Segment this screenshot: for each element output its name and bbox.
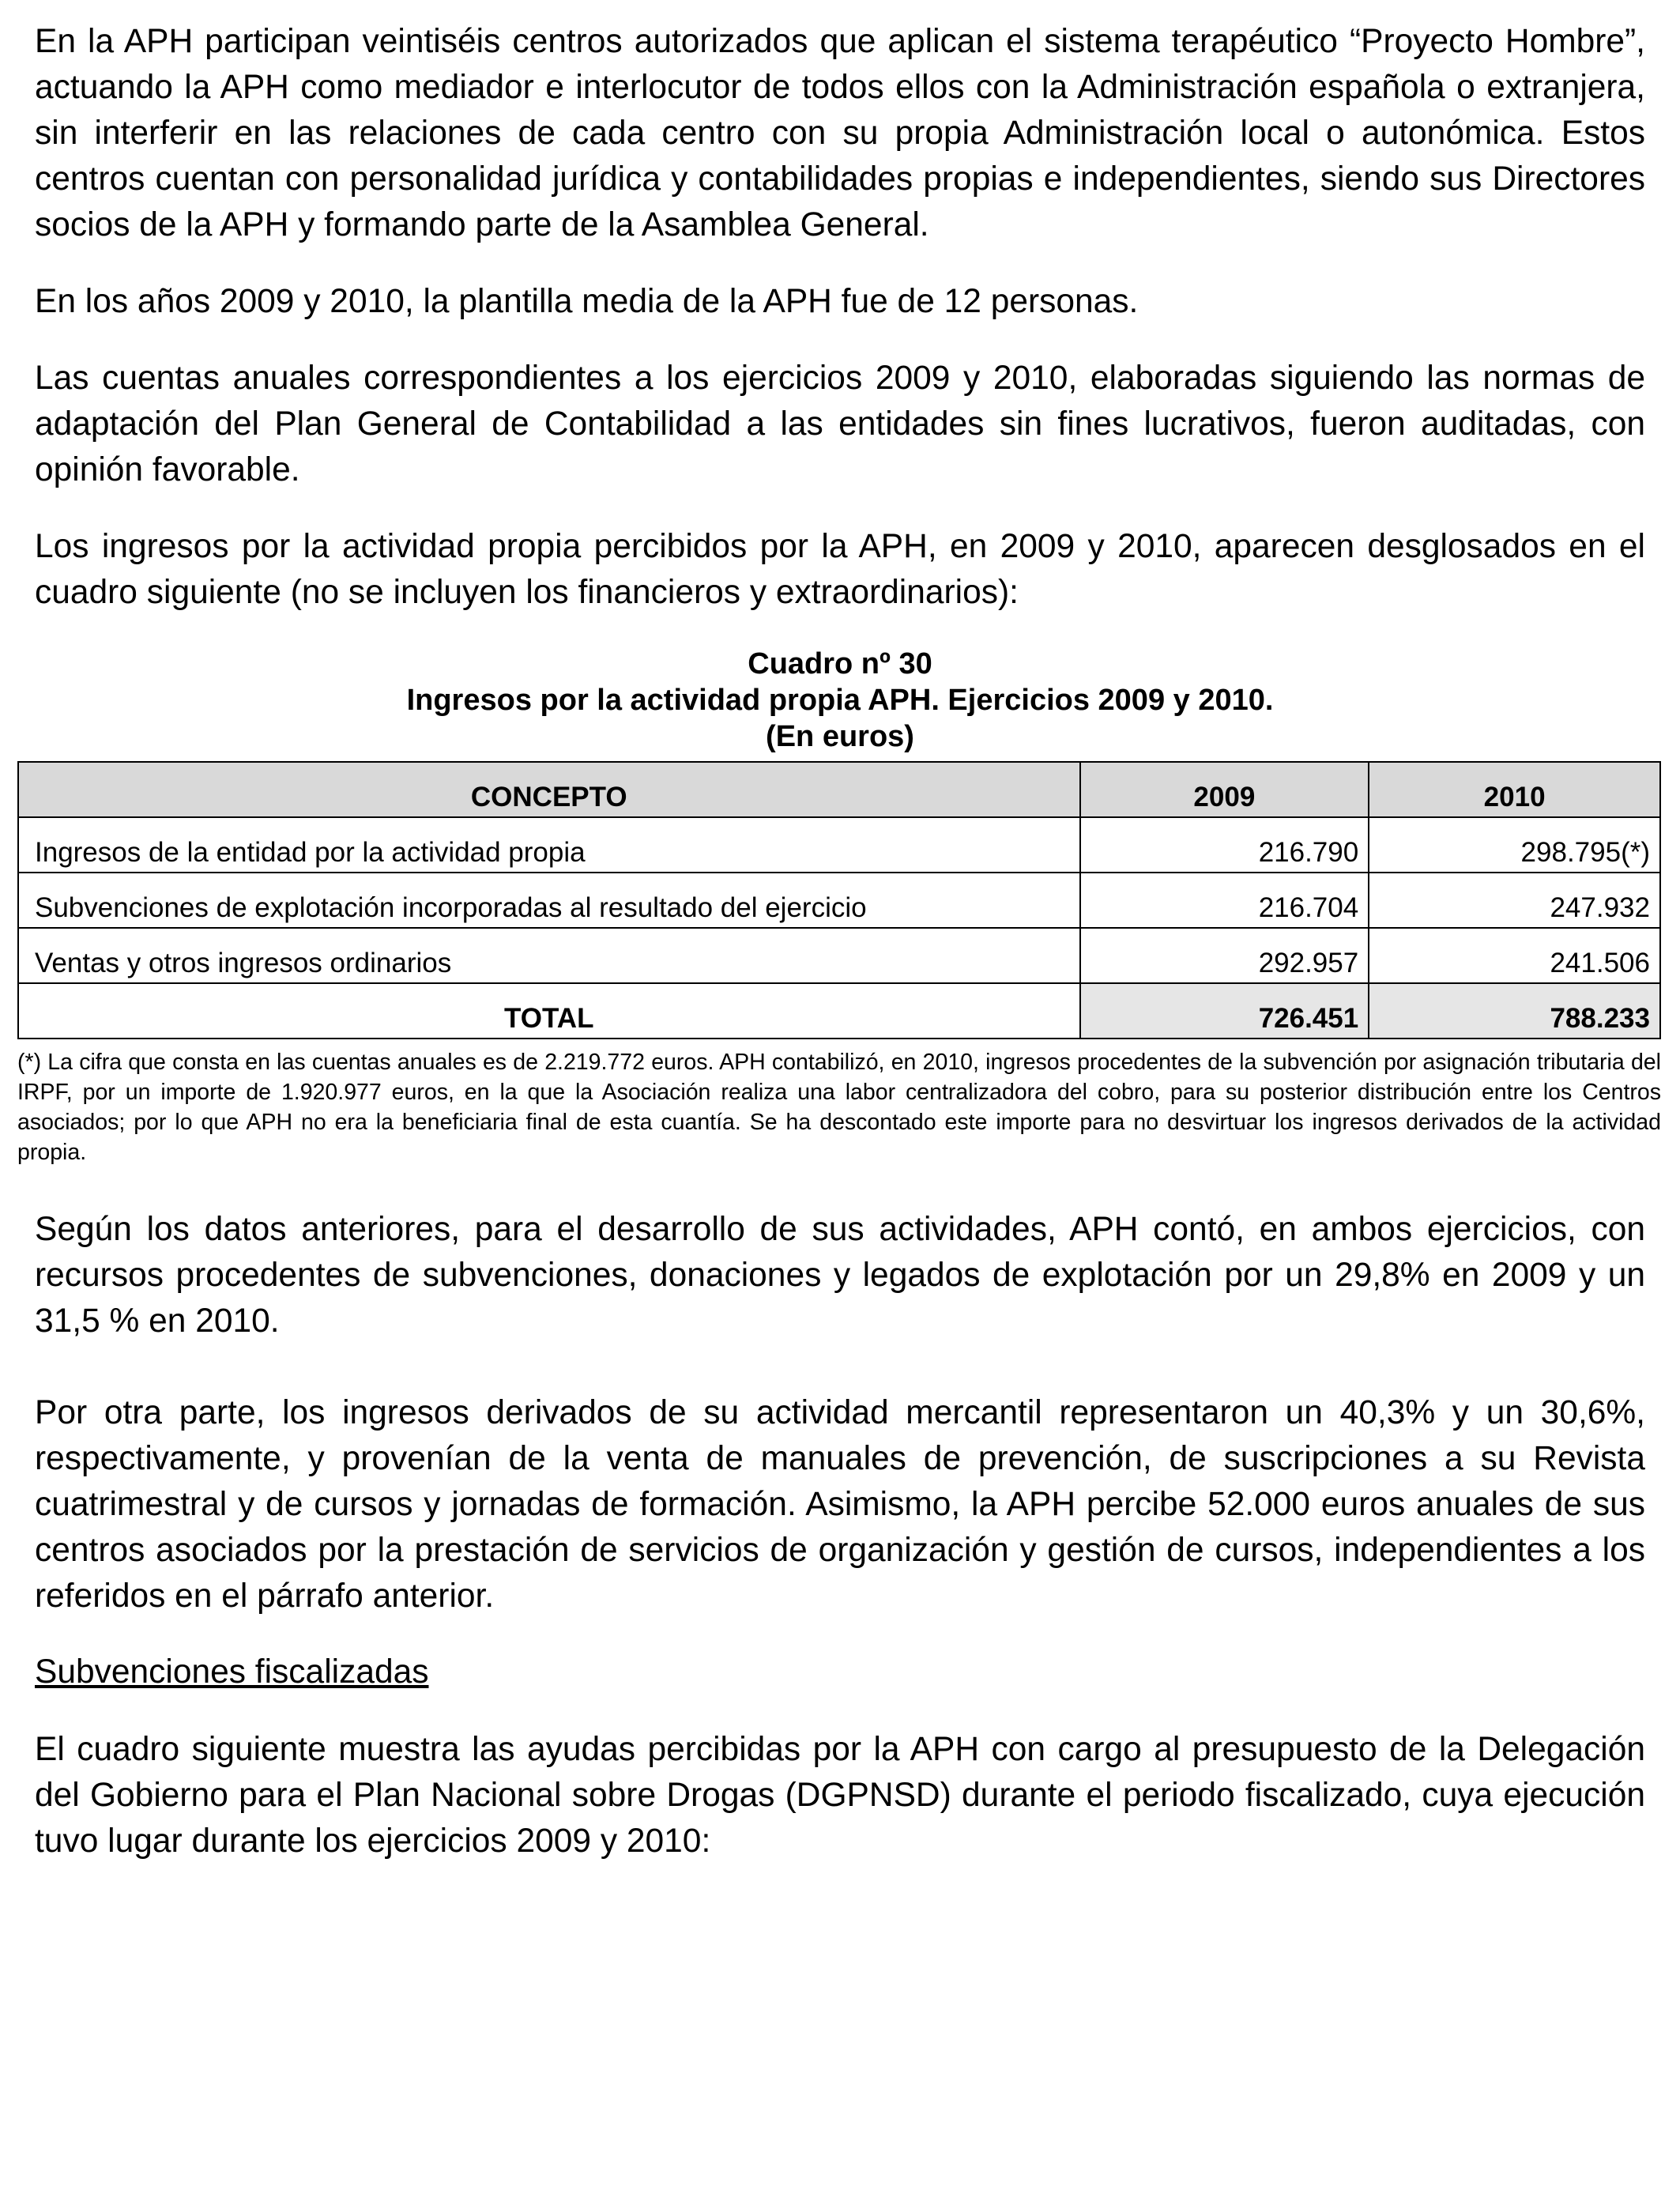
row-value-2010: 241.506 — [1369, 928, 1660, 983]
paragraph-recursos-subvenciones: Según los datos anteriores, para el desarrollo de sus actividades, APH contó, en ambos ejercicios, con recursos procedentes de subvenciones, donaciones y legados de explotación por un 29,8% en 2009 y un 31,5 % en 2010. — [35, 1211, 1645, 1340]
total-2009: 726.451 — [1080, 983, 1369, 1039]
paragraph-ingresos-intro: Los ingresos por la actividad propia percibidos por la APH, en 2009 y 2010, aparecen desglosados en el cuadro siguiente (no se incluyen los financieros y extraordinarios): — [35, 528, 1645, 611]
row-value-2009: 216.790 — [1080, 817, 1369, 873]
table-row — [18, 928, 1660, 983]
row-concepto: Subvenciones de explotación incorporadas al resultado del ejercicio — [18, 873, 1080, 928]
table-header-row — [18, 762, 1660, 817]
table-row — [18, 817, 1660, 873]
row-value-2009: 216.704 — [1080, 873, 1369, 928]
total-2010: 788.233 — [1369, 983, 1660, 1039]
row-concepto: Ingresos de la entidad por la actividad propia — [18, 817, 1080, 873]
table-row — [18, 873, 1660, 928]
table-total-row — [18, 983, 1660, 1039]
row-value-2010: 298.795(*) — [1369, 817, 1660, 873]
paragraph-centros: En la APH participan veintiséis centros autorizados que aplican el sistema terapéutico “Proyecto Hombre”, actuando la APH como mediador e interlocutor de todos ellos con la Administración española o extranjera, sin interferir en las relaciones de cada centro con su propia Administración local o autonómica. Estos centros cuentan con personalidad jurídica y contabilidades propias e independientes, siendo sus Directores socios de la APH y formando parte de la Asamblea General. — [35, 23, 1645, 243]
paragraph-cuentas-anuales: Las cuentas anuales correspondientes a los ejercicios 2009 y 2010, elaboradas siguiendo las normas de adaptación del Plan General de Contabilidad a las entidades sin fines lucrativos, fueron auditadas, con opinión favorable. — [35, 360, 1645, 488]
row-value-2009: 292.957 — [1080, 928, 1369, 983]
paragraph-ayudas-dgpnsd: El cuadro siguiente muestra las ayudas percibidas por la APH con cargo al presupuesto de la Delegación del Gobierno para el Plan Nacional sobre Drogas (DGPNSD) durante el periodo fiscalizado, cuya ejecución tuvo lugar durante los ejercicios 2009 y 2010: — [35, 1731, 1645, 1860]
header-concepto: CONCEPTO — [18, 762, 1080, 817]
paragraph-actividad-mercantil: Por otra parte, los ingresos derivados de su actividad mercantil representaron un 40,3% y un 30,6%, respectivamente, y provenían de la venta de manuales de prevención, de suscripciones a su Revista cuatrimestral y de cursos y jornadas de formación. Asimismo, la APH percibe 52.000 euros anuales de sus centros asociados por la prestación de servicios de organización y gestión de cursos, independientes a los referidos en el párrafo anterior. — [35, 1394, 1645, 1615]
total-label: TOTAL — [18, 983, 1080, 1039]
table-footnote: (*) La cifra que consta en las cuentas anuales es de 2.219.772 euros. APH contabilizó, en 2010, ingresos procedentes de la subvención por asignación tributaria del IRPF, por un importe de 1.920.977 euros, en la que la Asociación realiza una labor centralizadora del cobro, para su posterior distribución entre los Centros asociados; por lo que APH no era la beneficiaria final de esta cuantía. Se ha descontado este importe para no desvirtuar los ingresos derivados de la actividad propia. — [17, 1050, 1661, 1165]
table-caption — [35, 646, 1645, 755]
header-2010: 2010 — [1369, 762, 1660, 817]
row-concepto: Ventas y otros ingresos ordinarios — [18, 928, 1080, 983]
section-heading-subvenciones: Subvenciones fiscalizadas — [35, 1653, 429, 1691]
row-value-2010: 247.932 — [1369, 873, 1660, 928]
table-units: (En euros) — [766, 720, 914, 753]
table-number: Cuadro nº 30 — [748, 647, 932, 680]
paragraph-plantilla: En los años 2009 y 2010, la plantilla media de la APH fue de 12 personas. — [35, 283, 1139, 320]
header-2009: 2009 — [1080, 762, 1369, 817]
document-page — [17, 19, 1661, 1864]
table-title: Ingresos por la actividad propia APH. Ejercicios 2009 y 2010. — [406, 684, 1274, 717]
ingresos-table — [17, 761, 1661, 1039]
